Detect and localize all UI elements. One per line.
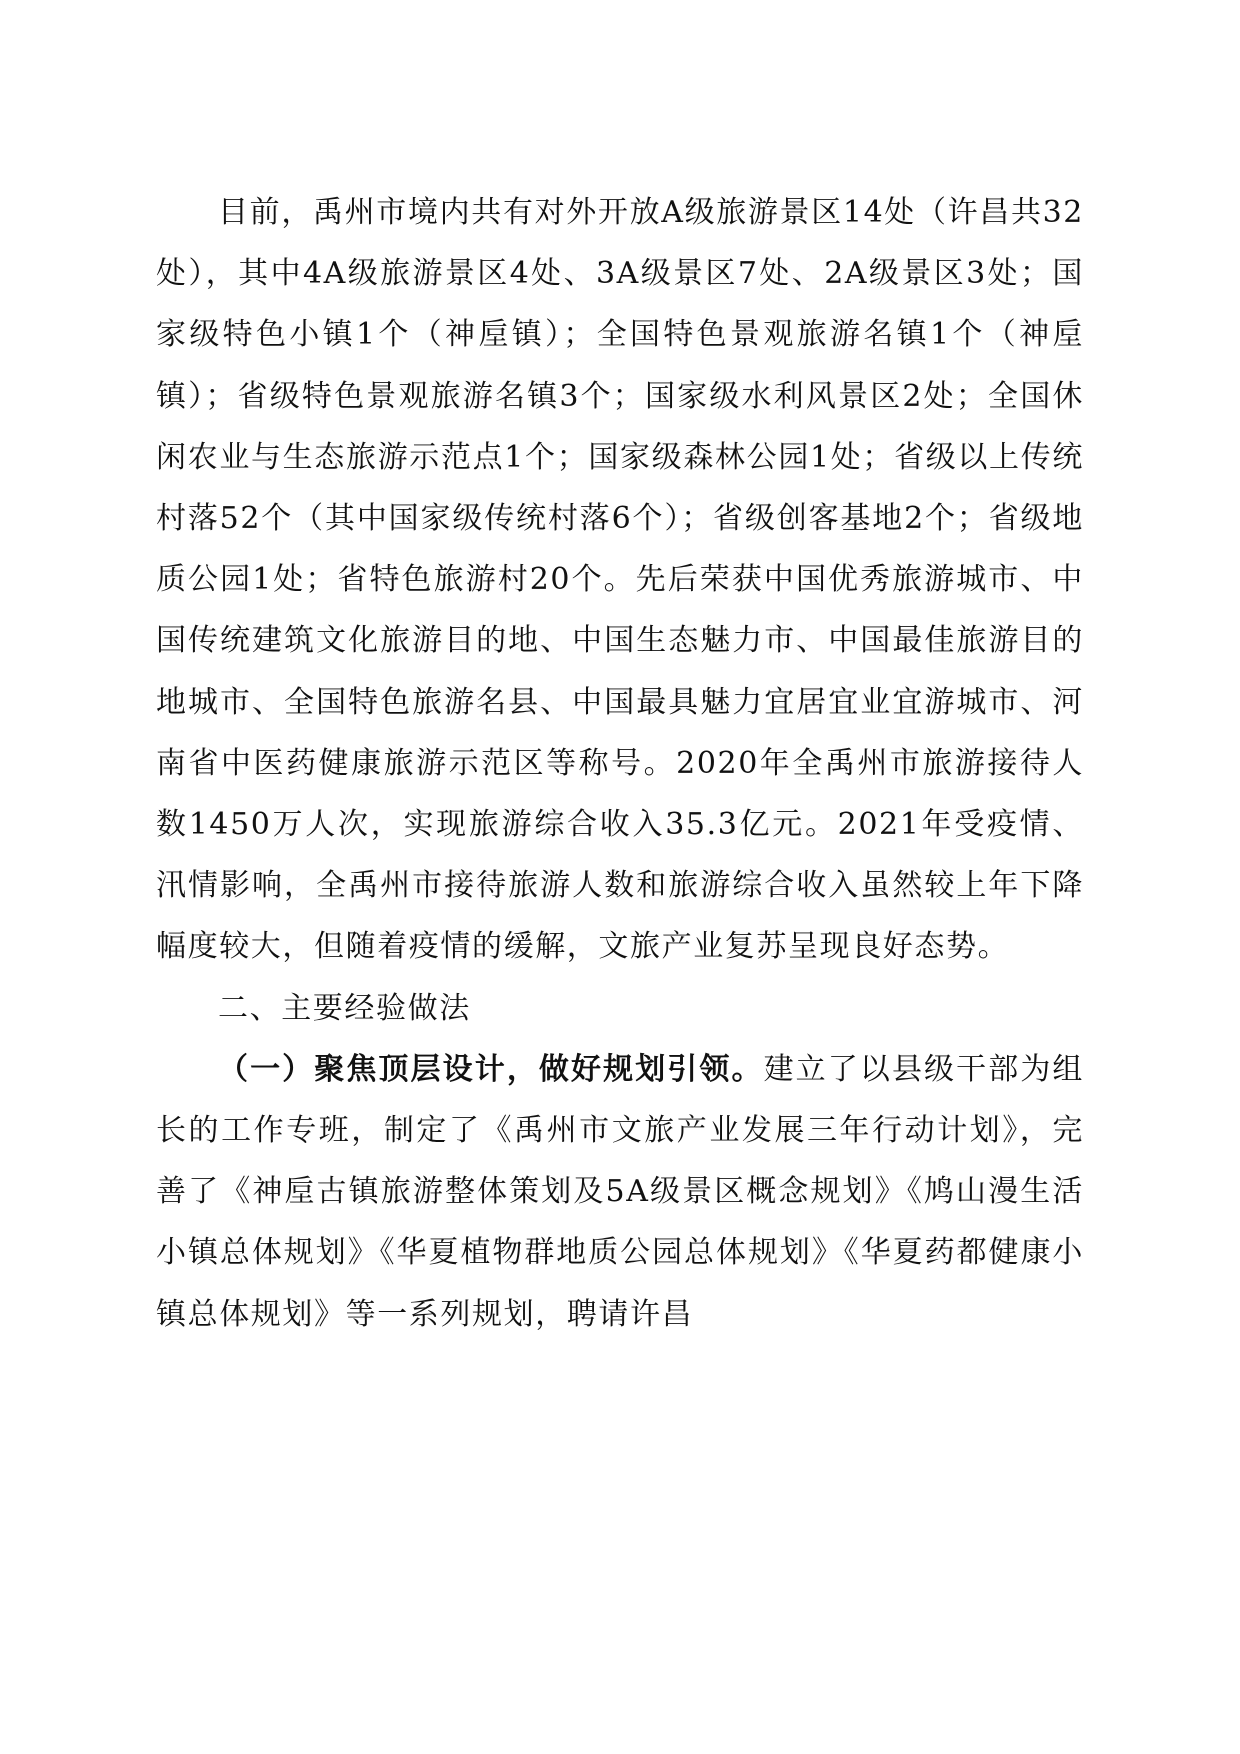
paragraph-body-text: 建立了以县级干部为组长的工作专班，制定了《禹州市文旅产业发展三年行动计划》，完善了《神垕古镇旅游整体策划及5A级景区概念规划》《鸠山漫生活小镇总体规划》《华夏植物群地质公园总体规划》《华夏药都健康小镇总体规划》等一系列规划，聘请许昌 — [156, 1051, 1085, 1332]
paragraph-planning — [156, 1039, 1084, 1345]
section-heading: 二、主要经验做法 — [218, 990, 471, 1026]
document-body — [156, 182, 1084, 1345]
paragraph-lead-bold: （一）聚焦顶层设计，做好规划引领。 — [218, 1051, 764, 1087]
paragraph-tourism-overview: 目前，禹州市境内共有对外开放A级旅游景区14处（许昌共32处），其中4A级旅游景区4处、3A级景区7处、2A级景区3处；国家级特色小镇1个（神垕镇）；全国特色景观旅游名镇1个（神垕镇）；省级特色景观旅游名镇3个；国家级水利风景区2处；全国休闲农业与生态旅游示范点1个；国家级森林公园1处；省级以上传统村落52个（其中国家级传统村落6个）；省级创客基地2个；省级地质公园1处；省特色旅游村20个。先后荣获中国优秀旅游城市、中国传统建筑文化旅游目的地、中国生态魅力市、中国最佳旅游目的地城市、全国特色旅游名县、中国最具魅力宜居宜业宜游城市、河南省中医药健康旅游示范区等称号。2020年全禹州市旅游接待人数1450万人次，实现旅游综合收入35.3亿元。2021年受疫情、汛情影响，全禹州市接待旅游人数和旅游综合收入虽然较上年下降幅度较大，但随着疫情的缓解，文旅产业复苏呈现良好态势。 — [156, 195, 1084, 965]
